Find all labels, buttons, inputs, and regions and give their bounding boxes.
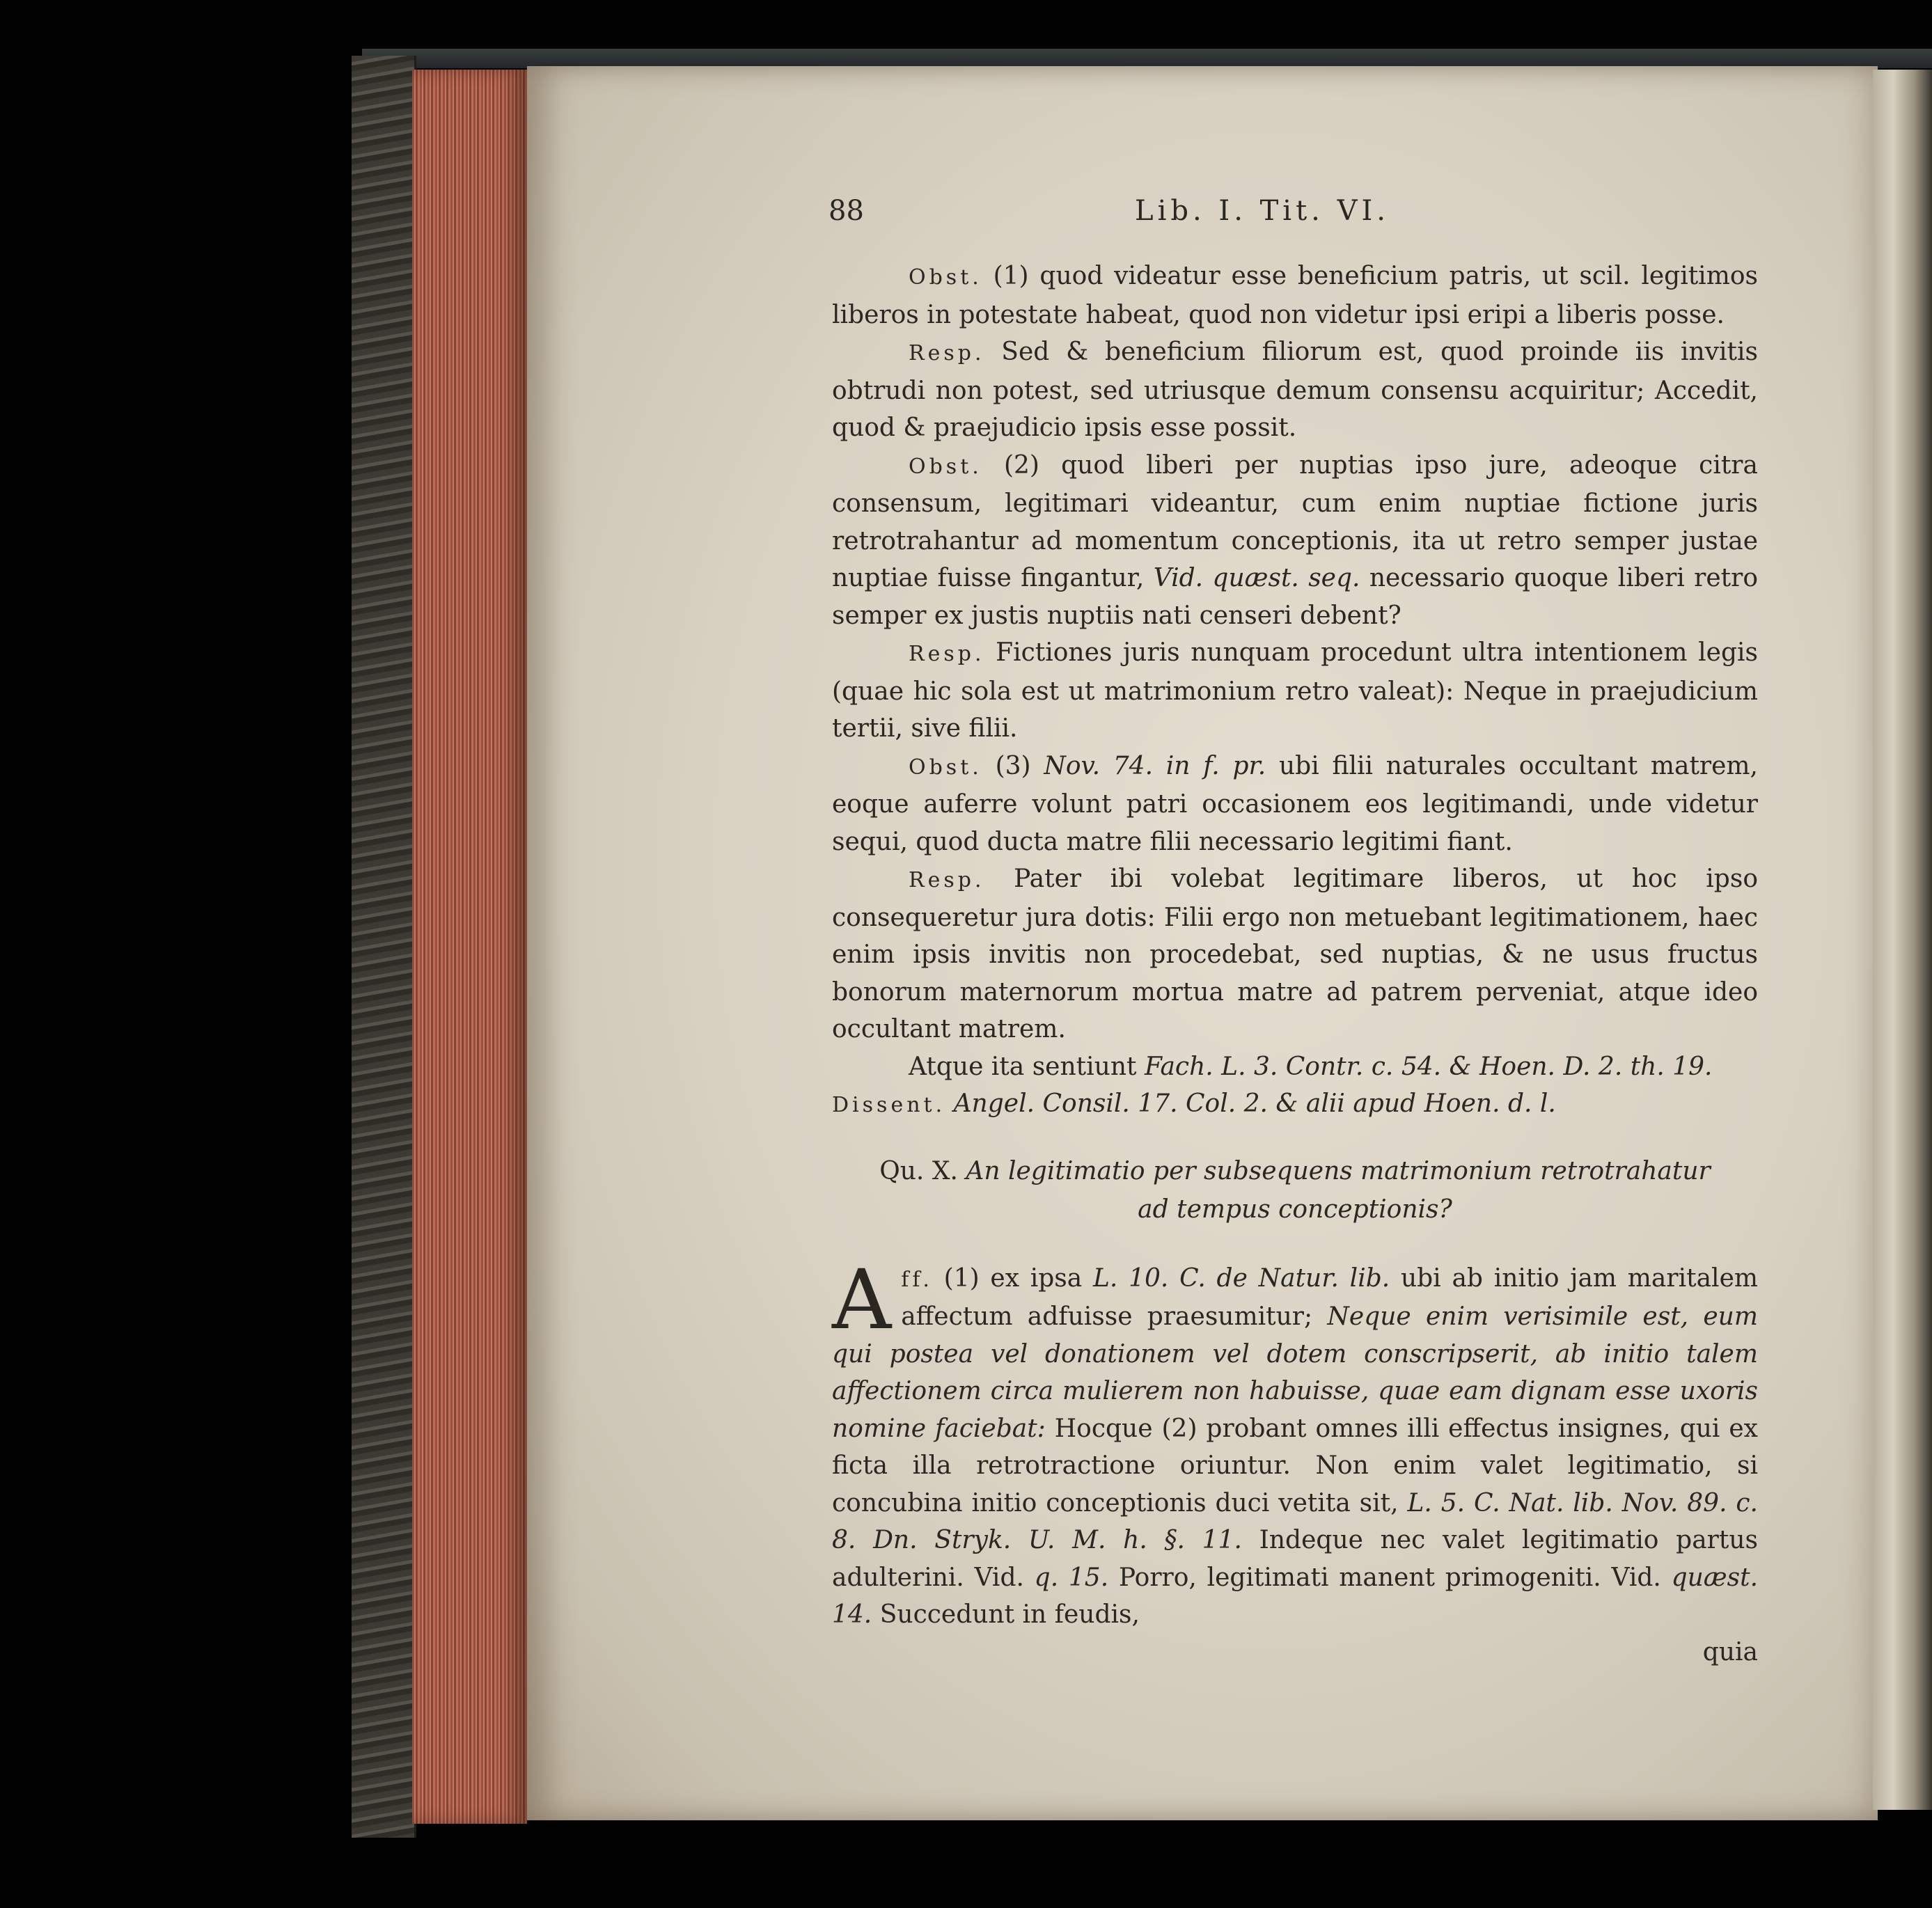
question-line-2: ad tempus conceptionis?	[1138, 1195, 1452, 1224]
paragraph-answer	[832, 1251, 1759, 1634]
label: Obst.	[909, 265, 982, 290]
page-number: 88	[828, 195, 864, 227]
page-header	[828, 195, 1761, 237]
text: ubi ab initio jam maritalem affectum adfuisse praesumitur;	[901, 1263, 1759, 1331]
label: Obst.	[909, 454, 982, 479]
question-line-1: An legitimatio per subsequens matrimonium retrotrahatur	[966, 1156, 1711, 1185]
reference: q. 15.	[1034, 1563, 1109, 1592]
label: ff.	[901, 1267, 933, 1292]
text: Porro, legitimati manent primogeniti. Vid.	[1118, 1563, 1661, 1592]
text: necessario quoque liberi retro semper ex justis nuptiis nati censeri debent?	[832, 564, 1758, 630]
label: Resp.	[909, 868, 985, 892]
paragraph-sentiunt	[832, 1048, 1758, 1086]
quotation: Neque enim verisimile est, eum qui postea vel donationem vel dotem conscripserit, ab initio talem affectionem circa mulierem non habuisse, quae eam dignam esse uxoris nomine faciebat:	[832, 1302, 1758, 1443]
text: Succedunt in feudis,	[879, 1600, 1140, 1629]
text: Atque ita sentiunt	[909, 1052, 1137, 1081]
reference: L. 5. C. Nat. lib. Nov. 89. c. 8. Dn. Stryk. U. M. h. §. 11.	[832, 1488, 1758, 1554]
text: Hocque (2) probant omnes illi effectus insignes, qui ex ficta illa retrotractione oriuntur. Non enim valet legitimatio, si concubina initio conceptionis duci vetita sit,	[832, 1414, 1758, 1517]
text: ubi filii naturales occultant matrem, eoque auferre volunt patri occasionem eos legitimandi, unde videtur sequi, quod ducta matre filii necessario legitimi fiant.	[832, 751, 1759, 856]
text: (1) ex ipsa	[943, 1263, 1083, 1293]
label: Resp.	[909, 642, 985, 666]
text: Indeque nec valet legitimatio partus adulterini. Vid.	[832, 1526, 1758, 1592]
facing-page-edge	[1873, 70, 1932, 1810]
running-head: Lib. I. Tit. VI.	[1135, 195, 1390, 227]
red-page-edges	[412, 70, 527, 1824]
text: (1) quod videatur esse beneficium patris, ut scil. legitimos liberos in potestate habeat, quod non videtur ipsi eripi a liberis posse.	[832, 262, 1758, 329]
paragraph-obst-3	[832, 748, 1758, 861]
paragraph-dissent	[832, 1085, 1758, 1124]
page-text	[832, 258, 1758, 1671]
reference: Vid. quæst. seq.	[1153, 564, 1360, 592]
paragraph-resp-3	[832, 860, 1758, 1048]
label: Dissent.	[832, 1093, 946, 1117]
paragraph-resp-2	[832, 634, 1758, 748]
text: Sed & beneficium filiorum est, quod proinde iis invitis obtrudi non potest, sed utriusque demum consensu acquiritur; Accedit, quod & praejudicio ipsis esse possit.	[832, 338, 1758, 442]
catchword: quia	[1702, 1637, 1758, 1666]
paragraph-obst-1	[832, 258, 1758, 333]
text: Fictiones juris nunquam procedunt ultra intentionem legis (quae hic sola est ut matrimonium retro valeat): Neque in praejudicium tertii, sive filii.	[832, 638, 1758, 743]
question-label: Qu. X.	[879, 1156, 958, 1185]
paragraph-resp-1	[832, 333, 1758, 447]
paragraph-obst-2	[832, 447, 1758, 635]
reference: L. 10. C. de Natur. lib.	[1093, 1263, 1390, 1293]
text: (3)	[995, 751, 1031, 780]
label: Obst.	[909, 755, 982, 780]
text: (2) quod liberi per nuptias ipso jure, adeoque citra consensum, legitimari videantur, cum enim nuptiae fictione juris retrotrahantur ad momentum conceptionis, ita ut retro semper justae nuptiae fuisse fingantur,	[832, 450, 1758, 592]
drop-cap: A	[832, 1251, 892, 1348]
text: Pater ibi volebat legitimare liberos, ut hoc ipso consequeretur jura dotis: Filii ergo non metuebant legitimationem, haec enim ipsis invitis non procedebat, sed nuptias, & ne usus fructus bonorum maternorum mortua matre ad patrem perveniat, atque ideo occultant matrem.	[832, 865, 1758, 1043]
question-heading	[832, 1152, 1758, 1229]
reference: Fach. L. 3. Contr. c. 54. & Hoen. D. 2. th. 19.	[1144, 1052, 1713, 1081]
book-cover-top	[362, 49, 1932, 68]
marbled-board	[352, 56, 416, 1838]
label: Resp.	[909, 341, 985, 365]
reference: Angel. Consil. 17. Col. 2. & alii apud Hoen. d. l.	[953, 1089, 1556, 1118]
reference: quæst. 14.	[832, 1563, 1759, 1629]
reference: Nov. 74. in f. pr.	[1044, 751, 1266, 780]
